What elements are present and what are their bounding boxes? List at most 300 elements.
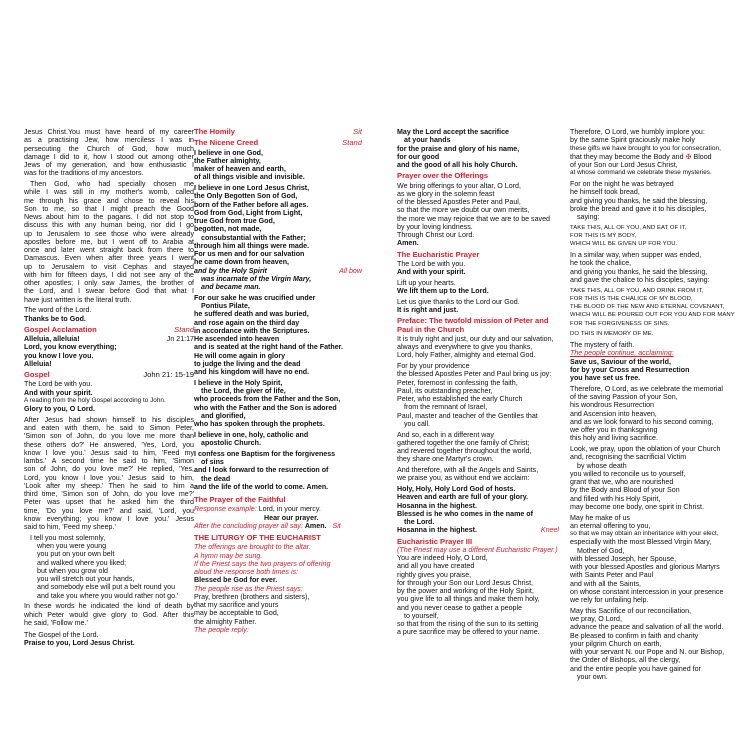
consecration-line: THE BLOOD OF THE NEW AND ETERNAL COVENANT, [570, 304, 725, 310]
response-line: for the praise and glory of his name, [397, 144, 520, 153]
creed-line: and is seated at the right hand of the Father. [194, 343, 343, 352]
gospel-verse [24, 534, 194, 600]
creed-line: and glorified, [201, 411, 246, 420]
text-line: third time, 'Simon son of John, do you love me?' [24, 490, 194, 498]
creed-part-6 [194, 450, 362, 491]
creed-line: maker of heaven and earth, [194, 165, 286, 173]
text-line: on whose constant intercession in your presence [570, 587, 724, 596]
text-line: with blessed Joseph, her Spouse, [570, 554, 677, 563]
text-line: with your servant N. our Pope and N. our Bishop, [570, 648, 725, 656]
acclamation-line: Lord, you know everything; [24, 343, 117, 352]
eucharistic-prayer-heading: The Eucharistic Prayer [397, 249, 480, 259]
text-line: Paul, master and teacher of the Gentiles that [397, 411, 538, 420]
creed-line: the dead [201, 474, 231, 483]
institution-chalice [570, 251, 740, 284]
response-line: We lift them up to the Lord. [397, 287, 489, 295]
institution-bread [570, 180, 740, 221]
offerings-rubric [194, 543, 362, 634]
column-3 [397, 128, 559, 639]
consecration-line: WHICH WILL BE POURED OUT FOR YOU AND FOR MANY [570, 312, 735, 319]
text-line: know I love you.' Jesus said to him, 'Feed my [24, 448, 194, 457]
text-line: Then God, who had specially chosen me [30, 180, 194, 188]
text-line: Mother of God, [577, 546, 625, 555]
text-line: that they may become the Body and [570, 152, 686, 161]
preface-part-4 [397, 466, 559, 483]
response-line: Glory to you, O Lord. [24, 405, 95, 413]
text-line: your pilgrim Church on earth, [570, 639, 662, 648]
rubric-line: The people rise as the Priest says: [194, 584, 303, 593]
text-line: and Ascension into heaven, [570, 409, 657, 418]
rubric-sit: Sit [353, 127, 362, 136]
response-line: And with your spirit. [397, 268, 466, 276]
text-line: and the entire people you have gained for [570, 664, 701, 673]
heading-text: Gospel [24, 370, 50, 379]
text-line: Blood [691, 152, 712, 161]
column-4 [570, 128, 740, 684]
sanctus-line: Holy, Holy, Holy Lord God of hosts. [397, 485, 516, 493]
response-line: Amen. [397, 239, 419, 248]
creed-part-1 [194, 149, 362, 182]
text-line: The Lord be with you. [24, 380, 93, 389]
cross-icon: ✠ [685, 152, 692, 161]
creed-line: the Father almighty, [194, 156, 261, 165]
consecration-line: TAKE THIS, ALL OF YOU, AND DRINK FROM IT, [570, 287, 704, 294]
text-line: and with all the Saints, [570, 579, 641, 588]
text-line: so that the more we doubt our own merits, [397, 206, 530, 215]
text-line: A reading from the holy Gospel according to John. [24, 396, 166, 404]
text-line: with your blessed Apostles and glorious Martyrs [570, 563, 720, 571]
liturgy-eucharist-heading: THE LITURGY OF THE EUCHARIST [194, 533, 321, 542]
gospel-dialogue [24, 380, 194, 413]
text-line: and revered together throughout the world, [397, 447, 532, 455]
text-line: so that from the rising of the sun to its setting [397, 620, 539, 628]
text-line: an eternal offering to you, [570, 521, 651, 530]
text-line: he said, 'Follow me.' [24, 618, 88, 627]
preface-heading [397, 317, 559, 334]
gospel-acclamation-heading [24, 326, 194, 334]
text-line: And so, each in a different way [397, 430, 494, 439]
text-line: at whose command we celebrate these mysteries. [570, 169, 712, 177]
text-line: Peter, foremost in confessing the faith, [397, 378, 518, 387]
creed-line: and I look forward to the resurrection of [194, 466, 329, 475]
dialogue-2 [397, 279, 559, 296]
column-1 [24, 128, 194, 650]
text-line: son of John, do you love me?' He replied, 'Yes, [24, 465, 194, 474]
rubric-sit: Sit [332, 521, 341, 530]
memory-line [570, 330, 740, 338]
creed-line: the Only Begotten Son of God, [194, 192, 298, 201]
creed-line: was incarnate of the Virgin Mary, [201, 274, 312, 283]
text-line: especially with the most Blessed Virgin Mary, [570, 538, 712, 547]
creed-line: For our sake he was crucified under [194, 293, 316, 302]
creed-part-5 [194, 431, 362, 448]
creed-bow-row [194, 267, 362, 275]
text-line: know everything; you know I love you.' Jesus [24, 514, 194, 523]
text-line: Therefore, O Lord, we humbly implore you: [570, 128, 705, 136]
creed-line: who has spoken through the prophets. [194, 420, 325, 428]
text-line: your own. [577, 672, 608, 681]
text-line: After Jesus had shown himself to his disciples [24, 415, 194, 424]
text-line: and as we look forward to his second coming, [570, 417, 714, 426]
creed-line: in accordance with the Scriptures. [194, 326, 310, 335]
creed-part-2 [194, 184, 362, 291]
text-line: and eaten with them, he said to Simon Peter, [24, 424, 194, 432]
creed-line: Pontius Pilate, [201, 302, 250, 310]
eucharistic-prayer-iii-heading: Eucharistic Prayer III [397, 536, 473, 546]
text-line: Peter, who established the early Church [397, 395, 523, 403]
rubric-line: A hymn may be sung. [194, 551, 263, 560]
text-line: always and everywhere to give you thanks, [397, 343, 533, 351]
text-line: Pray, brethren (brothers and sisters), [194, 592, 310, 601]
text-line: I tell you most solemnly, [30, 533, 106, 542]
text-line: was for the traditions of my ancestors. [24, 169, 144, 178]
text-line: his wondrous Resurrection [570, 401, 654, 410]
text-line: and you never cease to gather a people [397, 603, 523, 612]
text-line: and gave the chalice to his disciples, saying: [570, 275, 710, 284]
creed-line: I believe in one God, [194, 148, 263, 157]
dialogue-3 [397, 298, 559, 315]
text-line: to yourself, [404, 611, 439, 620]
text-line: Paul, its outstanding preacher, [397, 386, 493, 395]
text-line: saying: [577, 213, 600, 221]
text-line: the almighty Father. [194, 617, 257, 626]
creed-line: and the life of the world to come. Amen. [194, 482, 329, 491]
response-line: Save us, Saviour of the world, [570, 357, 671, 366]
text-line: the more we may rejoice that we are to be saved [397, 214, 550, 223]
response-line: It is right and just. [397, 306, 459, 314]
text-line: and take you where you would rather not go.' [37, 591, 179, 600]
text-line: from the remnant of Israel, [404, 403, 488, 412]
hosanna-row [397, 526, 559, 534]
text-line: and all you have created [397, 562, 475, 571]
creed-line: of sins [201, 458, 224, 466]
creed-line: who proceeds from the Father and the Son, [194, 395, 341, 404]
creed-line: and by the Holy Spirit [194, 266, 267, 275]
text-line: which Peter would give glory to God. After this [24, 610, 194, 619]
response-line: you have set us free. [570, 374, 641, 382]
text-line: while I was still in my mother's womb, called [24, 188, 194, 197]
column-2 [194, 128, 362, 637]
text-line: and giving you thanks, he said the blessing, [570, 267, 708, 276]
rubric-stand: Stand [342, 138, 362, 148]
sanctus-line: Heaven and earth are full of your glory. [397, 493, 529, 502]
preface-part-3 [397, 431, 559, 464]
text-line: advance the peace and salvation of all the world. [570, 623, 724, 632]
may-lord-accept [397, 128, 559, 169]
text-line: you willed to reconcile us to yourself, [570, 469, 686, 478]
sanctus [397, 485, 559, 535]
text-line: of the blessed Apostles Peter and Paul, [397, 198, 521, 206]
text-line: may be acceptable to God, [194, 609, 279, 618]
text-line: may become one body, one spirit in Christ. [570, 502, 704, 511]
text-line: Son to me, so that I might preach the Good [24, 204, 194, 213]
response-line: for our good [397, 152, 440, 161]
response-line: at your hands [404, 136, 451, 145]
text-line: Jesus Christ.You must have heard of my career [24, 128, 194, 136]
text-line: these others do?' He answered, 'Yes, Lord, you [24, 440, 194, 449]
creed-line: He ascended into heaven [194, 335, 280, 343]
creed-line: For us men and for our salvation [194, 250, 305, 258]
reconciliation [570, 607, 740, 681]
text-line: Look, we pray, upon the oblation of your Church [570, 445, 721, 453]
text-line: a pure sacrifice may be offered to your name. [397, 628, 540, 637]
text-line: once and later went straight back from there to [24, 246, 194, 254]
creed-heading [194, 139, 362, 147]
letter-paragraph-2 [24, 180, 194, 304]
text-line: The Gospel of the Lord. [24, 631, 99, 639]
gospel-text [24, 416, 194, 532]
text-line: In these words he indicated the kind of death by [24, 602, 194, 611]
text-line: we rely for unfailing help. [570, 596, 649, 604]
text-line: rightly gives you praise, [397, 570, 472, 579]
rubric-kneel: Kneel [540, 526, 559, 535]
text-line: the Lord, and I swear before God that what I [24, 287, 194, 296]
text-line: when you were young [37, 542, 107, 550]
text-line: grant that we, who are nourished [570, 478, 674, 486]
rubric-all-bow: All bow [339, 266, 362, 275]
text-line: Be pleased to confirm in faith and charity [570, 631, 699, 640]
text-line: we praise you, as without end we acclaim: [397, 474, 530, 483]
dialogue-1 [397, 260, 559, 277]
rubric-line: (The Priest may use a different Eucharistic Prayer.) [397, 545, 558, 554]
text-line: and somebody else will put a belt round you [37, 583, 176, 592]
text-line: so that we may obtain an inheritance with your elect, [570, 530, 719, 537]
creed-line: apostolic Church. [201, 439, 261, 447]
offerings-text [397, 182, 559, 248]
text-line: up to Jerusalem to see those who were already [24, 229, 194, 238]
acclamation-line: Alleluia, alleluia! [24, 335, 80, 343]
text-line: broke the bread and gave it to his disciples, [570, 204, 707, 213]
rubric-text: After the concluding prayer all say: [194, 521, 303, 530]
creed-line: the Lord, the giver of life, [201, 387, 286, 395]
rubric-line: The people reply: [194, 625, 249, 634]
rubric-line: aloud the response both times is: [194, 568, 299, 576]
text-line: Peter was upset that he asked him the third [24, 498, 194, 507]
word-of-lord [24, 306, 194, 323]
consecration-line: FOR THIS IS THE CHALICE OF MY BLOOD, [570, 295, 693, 302]
heading-line: Paul in the Church [397, 324, 465, 334]
response-line: and the good of all his holy Church. [397, 161, 518, 169]
text-line: persecuting the Church of God, how much [24, 144, 194, 153]
prayer-of-faithful-heading: The Prayer of the Faithful [194, 495, 286, 504]
rubric-line: If the Priest says the two prayers of offering [194, 559, 331, 568]
text-line: by the Body and Blood of your Son [570, 486, 680, 495]
creed-line: he suffered death and was buried, [194, 310, 309, 319]
text-line: News about him to the pagans. I did not stop to [24, 213, 194, 221]
consecration-line: FOR THIS IS MY BODY, [570, 233, 637, 239]
epiclesis [570, 128, 740, 178]
text-line: the Order of Bishops, all the clergy, [570, 656, 681, 665]
text-line: In a similar way, when supper was ended, [570, 251, 702, 259]
response-line: Amen. [304, 521, 327, 530]
response-line: May the Lord accept the sacrifice [397, 128, 509, 136]
gospel-of-lord [24, 631, 194, 648]
creed-line: I believe in the Holy Spirit, [194, 378, 283, 387]
text-line: we pray, O Lord, [570, 615, 622, 623]
text-line: the blessed Apostles Peter and Paul bring us joy: [397, 370, 552, 379]
text-line: 'Simon son of John, do you love me more than [24, 432, 194, 441]
oblation [570, 445, 740, 511]
acclamation-line: Alleluia! [24, 359, 52, 368]
text-line: but when you grow old [37, 566, 108, 575]
text-line: you give life to all things and make them holy, [397, 595, 540, 604]
text-line: with Saints Peter and Paul [570, 571, 654, 580]
response-line: Hear our prayer. [264, 513, 319, 522]
text-line: May he make of us [570, 513, 630, 522]
words-chalice [570, 287, 740, 328]
letter-paragraph-1 [24, 128, 194, 178]
words-bread [570, 224, 740, 249]
creed-line: I believe in one Lord Jesus Christ, [194, 184, 310, 192]
text-line: The mystery of faith. [570, 341, 635, 349]
gospel-heading [24, 371, 194, 379]
text-line: as we glory in the solemn feast [397, 189, 495, 198]
creed-line: of all things visible and invisible. [194, 173, 305, 182]
rubric-text: Response example: [194, 505, 257, 514]
heading-line: Preface: The twofold mission of Peter and [397, 316, 549, 326]
heading-text: The Nicene Creed [194, 138, 259, 148]
text-line: Through Christ our Lord. [397, 231, 475, 239]
consecration-line: DO THIS IN MEMORY OF ME. [570, 331, 654, 338]
text-line: The Lord be with you. [397, 259, 466, 268]
text-line: for through your Son our Lord Jesus Christ, [397, 578, 534, 587]
text-line: Lord, in your mercy. [256, 505, 321, 514]
text-line: and walked where you liked; [37, 558, 127, 567]
anamnesis [570, 385, 740, 443]
creed-line: he came down from heaven, [194, 258, 290, 267]
text-line: We bring offerings to your altar, O Lord, [397, 181, 521, 190]
heading-text: The Homily [194, 127, 235, 136]
text-line: Lift up your hearts. [397, 278, 456, 287]
text-line: apostles before me, but I went off to Arabia at [24, 237, 194, 246]
consecration-line: FOR THE FORGIVENESS OF SINS. [570, 320, 670, 327]
text-line: he himself took bread, [570, 188, 640, 197]
text-line: and giving you thanks, he said the blessing, [570, 196, 708, 205]
text-line: And therefore, with all the Angels and Saints, [397, 466, 539, 474]
creed-line: and became man. [201, 283, 261, 291]
creed-line: and rose again on the third day [194, 318, 300, 327]
response-line: Blessed be God for ever. [194, 576, 278, 585]
creed-line: to judge the living and the dead [194, 359, 301, 368]
creed-line: through him all things were made. [194, 241, 310, 250]
text-line: said to him, 'Feed my sheep.' [24, 523, 116, 531]
text-line: by whose death [577, 461, 627, 470]
faithful-block [194, 505, 362, 530]
creed-line: God from God, Light from Light, [194, 208, 303, 217]
text-line: Jews of my generation, and how enthusiastic I [24, 161, 194, 169]
text-line: as a practising Jew, how merciless I was in [24, 136, 194, 145]
text-line: by the same Spirit graciously make holy [570, 136, 695, 145]
gospel-reference: John 21: 15-19 [143, 370, 194, 379]
creed-line: true God from true God, [194, 217, 275, 225]
consecration-line: TAKE THIS, ALL OF YOU, AND EAT OF IT, [570, 224, 687, 231]
text-line: these gifts we have brought to you for consecration, [570, 144, 722, 152]
creed-line: I believe in one, holy, catholic and [194, 430, 309, 439]
ep3-text [397, 546, 559, 637]
creed-line: I confess one Baptism for the forgiveness [194, 449, 336, 458]
body-blood-line [570, 153, 740, 161]
intercessions [570, 514, 740, 605]
acclamation-reference: Jn 21:17 [166, 335, 194, 343]
text-line: you will stretch out your hands, [37, 575, 135, 583]
text-line: Therefore, O Lord, as we celebrate the memorial [570, 384, 723, 393]
text-line: discuss this with any human being, nor did I go [24, 221, 194, 230]
text-line: other apostles; I only saw James, the brother of [24, 279, 194, 287]
sanctus-line: the Lord. [404, 518, 435, 526]
text-line: time, 'Do you love me?' and said, 'Lord, you [24, 506, 194, 515]
creed-line: and his kingdom will have no end. [194, 368, 310, 376]
text-line: and, recognising the sacrificial Victim [570, 453, 687, 462]
text-line: Lord, holy Father, almighty and eternal God. [397, 351, 536, 360]
text-line: you call. [404, 419, 431, 428]
creed-line: He will come again in glory [194, 351, 286, 360]
text-line: have just written is the literal truth. [24, 295, 132, 304]
acclamation-line: you know I love you. [24, 351, 94, 360]
text-line: and filled with his Holy Spirit, [570, 494, 661, 503]
text-line: The word of the Lord. [24, 306, 92, 315]
text-line: they share one Martyr's crown. [397, 455, 494, 464]
creed-line: who with the Father and the Son is adored [194, 403, 337, 412]
text-line: Let us give thanks to the Lord our God. [397, 297, 520, 306]
text-line: For on the night he was betrayed [570, 180, 674, 188]
response-line: Thanks be to God. [24, 314, 86, 323]
creed-part-3 [194, 294, 362, 377]
text-line: Lord, you know I love you.' Jesus said to him, [24, 473, 194, 482]
text-line: of your Son our Lord Jesus Christ, [570, 161, 678, 169]
homily-heading [194, 128, 362, 136]
mystery-of-faith [570, 341, 740, 382]
concluding-row [194, 522, 362, 530]
text-line: You are indeed Holy, O Lord, [397, 554, 488, 562]
sanctus-line: Hosanna in the highest. [397, 501, 478, 510]
text-line: by your loving kindness. [397, 222, 473, 231]
text-line: Damascus. Even when after three years I went [24, 254, 194, 263]
text-line: this holy and living sacrifice. [570, 434, 658, 443]
creed-line: consubstantial with the Father; [201, 233, 306, 242]
text-line: by the power and working of the Holy Spirit, [397, 587, 534, 595]
sanctus-line: Hosanna in the highest. [397, 526, 478, 535]
response-line: Praise to you, Lord Jesus Christ. [24, 639, 135, 648]
prayer-over-offerings-heading: Prayer over the Offerings [397, 171, 489, 181]
creed-part-4 [194, 379, 362, 429]
rubric-stand: Stand [174, 324, 194, 334]
rubric-line: The offerings are brought to the altar. [194, 543, 311, 552]
text-line: It is truly right and just, our duty and our salvation, [397, 334, 554, 343]
text-line: he took the chalice, [570, 259, 632, 268]
consecration-line: WHICH WILL BE GIVEN UP FOR YOU. [570, 241, 678, 248]
gospel-closing-text [24, 602, 194, 627]
text-line: lambs.' A second time he said to him, 'Simon [24, 457, 194, 465]
creed-line: born of the Father before all ages. [194, 200, 309, 209]
sanctus-line: Blessed is he who comes in the name of [397, 509, 534, 518]
text-line: me through his grace and chose to reveal his [24, 196, 194, 205]
text-line: For by your providence [397, 362, 470, 370]
text-line: gathered together the one family of Christ; [397, 438, 530, 447]
text-line: May this Sacrifice of our reconciliation, [570, 606, 692, 615]
acclamation-block [24, 335, 194, 368]
response-line: And with your spirit. [24, 388, 93, 397]
text-line: of the saving Passion of your Son, [570, 393, 678, 401]
text-line: up to Jerusalem to visit Cephas and stayed [24, 262, 194, 271]
text-line: we offer you in thanksgiving [570, 426, 658, 434]
text-line: damage I did to it, how I stood out among other [24, 152, 194, 161]
creed-line: begotten, not made, [194, 225, 262, 234]
heading-text: Gospel Acclamation [24, 324, 97, 334]
text-line: you put on your own belt [37, 550, 115, 559]
text-line: with him for fifteen days, I did not see any of the [24, 270, 194, 279]
text-line: 'Look after my sheep.' Then he said to him a [24, 481, 194, 490]
preface-part-1 [397, 335, 559, 360]
